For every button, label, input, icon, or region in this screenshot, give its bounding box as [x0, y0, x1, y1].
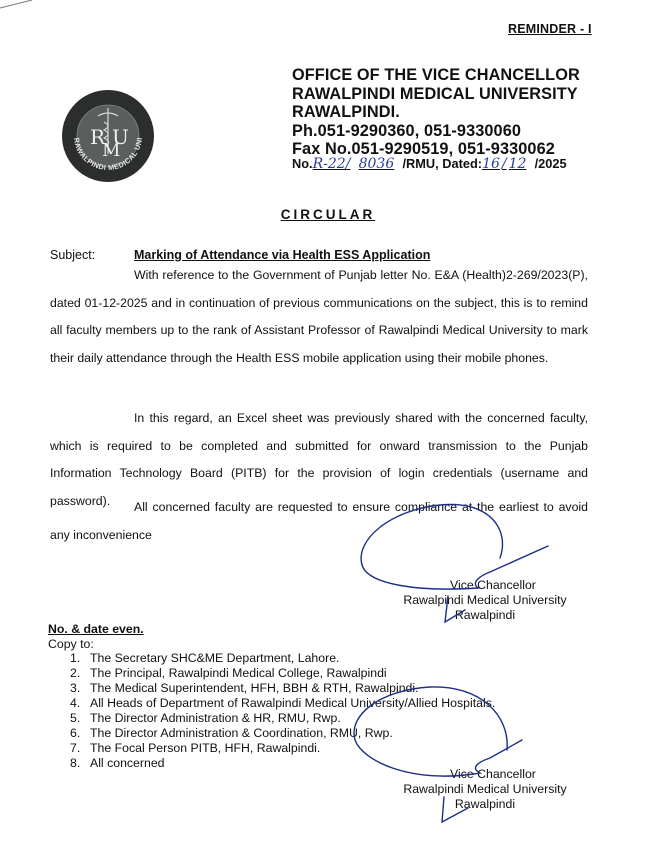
- signatory-city: Rawalpindi: [454, 608, 516, 622]
- list-item: 8. All concerned: [70, 756, 165, 770]
- ref-year: /2025: [534, 156, 567, 171]
- list-item: 6. The Director Administration & Coordination, RMU, Rwp.: [70, 726, 393, 740]
- copy-distribution-list: [70, 651, 495, 771]
- signature-block-main: [370, 578, 600, 623]
- ref-number-handwritten: 8036: [358, 156, 395, 172]
- ref-month-handwritten: 12: [508, 156, 527, 172]
- ref-mid: /RMU, Dated:: [402, 156, 483, 171]
- list-item: 3. The Medical Superintendent, HFH, BBH & RTH, Rawalpindi.: [70, 681, 419, 695]
- subject-label: Subject:: [50, 248, 96, 262]
- header-city: RAWALPINDI.: [292, 103, 400, 121]
- logo-ring-text: RAWALPINDI MEDICAL UNI: [71, 136, 144, 173]
- signature-block-copy: [370, 767, 600, 812]
- list-item: 1. The Secretary SHC&ME Department, Lahore.: [70, 651, 340, 665]
- list-item: 7. The Focal Person PITB, HFH, Rawalpindi.: [70, 741, 321, 755]
- ref-series-handwritten: R-22/: [312, 156, 351, 172]
- paragraph-1: [50, 262, 588, 372]
- paragraph-2-text: In this regard, an Excel sheet was previously shared with the concerned faculty, which is required to be completed and submitted for onward transmission to the Punjab Information Technology Board (PITB) for the provision of login credentials (username and password).: [50, 411, 588, 508]
- letterhead: [292, 66, 580, 159]
- copy-heading: No. & date even.: [48, 622, 144, 636]
- signatory-city-copy: Rawalpindi: [454, 797, 516, 811]
- logo-letter-u: U: [112, 125, 129, 149]
- list-item: 4. All Heads of Department of Rawalpindi Medical University/Allied Hospitals.: [70, 696, 496, 710]
- copy-to-label: Copy to:: [48, 637, 94, 651]
- logo-letter-r: R: [90, 125, 106, 149]
- ref-prefix: No.: [292, 156, 313, 171]
- signatory-institution-copy: Rawalpindi Medical University: [403, 782, 567, 796]
- circular-title: CIRCULAR: [280, 207, 376, 222]
- university-logo: [60, 88, 156, 184]
- signatory-title: Vice Chancellor: [450, 578, 536, 592]
- paragraph-3: [50, 494, 588, 549]
- logo-letter-m: M: [102, 140, 121, 161]
- header-office: OFFICE OF THE VICE CHANCELLOR: [292, 66, 580, 84]
- ref-day-handwritten: 16: [482, 156, 500, 172]
- paragraph-3-text: All concerned faculty are requested to ensure compliance at the earliest to avoid any inconvenience: [50, 500, 588, 542]
- reminder-label: REMINDER - I: [508, 22, 592, 36]
- list-item: 5. The Director Administration & HR, RMU, Rwp.: [70, 711, 341, 725]
- paragraph-1-text: With reference to the Government of Punjab letter No. E&A (Health)2-269/2023(P), dated 01-12-2025 and in continuation of previous communications on the subject, this is to remind all faculty members up to the rank of Assistant Professor of Rawalpindi Medical University to mark their daily attendance through the Health ESS mobile application using their mobile phones.: [50, 268, 588, 365]
- header-university: RAWALPINDI MEDICAL UNIVERSITY: [292, 84, 578, 103]
- header-fax: Fax No.051-9290519, 051-9330062: [292, 140, 555, 158]
- reference-number: No.R-22/ 8036 /RMU, Dated:16 / 12 /2025: [292, 156, 567, 172]
- subject-text: Marking of Attendance via Health ESS Application: [134, 248, 431, 262]
- header-phone: Ph.051-9290360, 051-9330060: [292, 121, 522, 140]
- signatory-institution: Rawalpindi Medical University: [403, 593, 567, 607]
- list-item: 2. The Principal, Rawalpindi Medical College, Rawalpindi: [70, 666, 387, 680]
- signatory-title-copy: Vice Chancellor: [450, 767, 536, 781]
